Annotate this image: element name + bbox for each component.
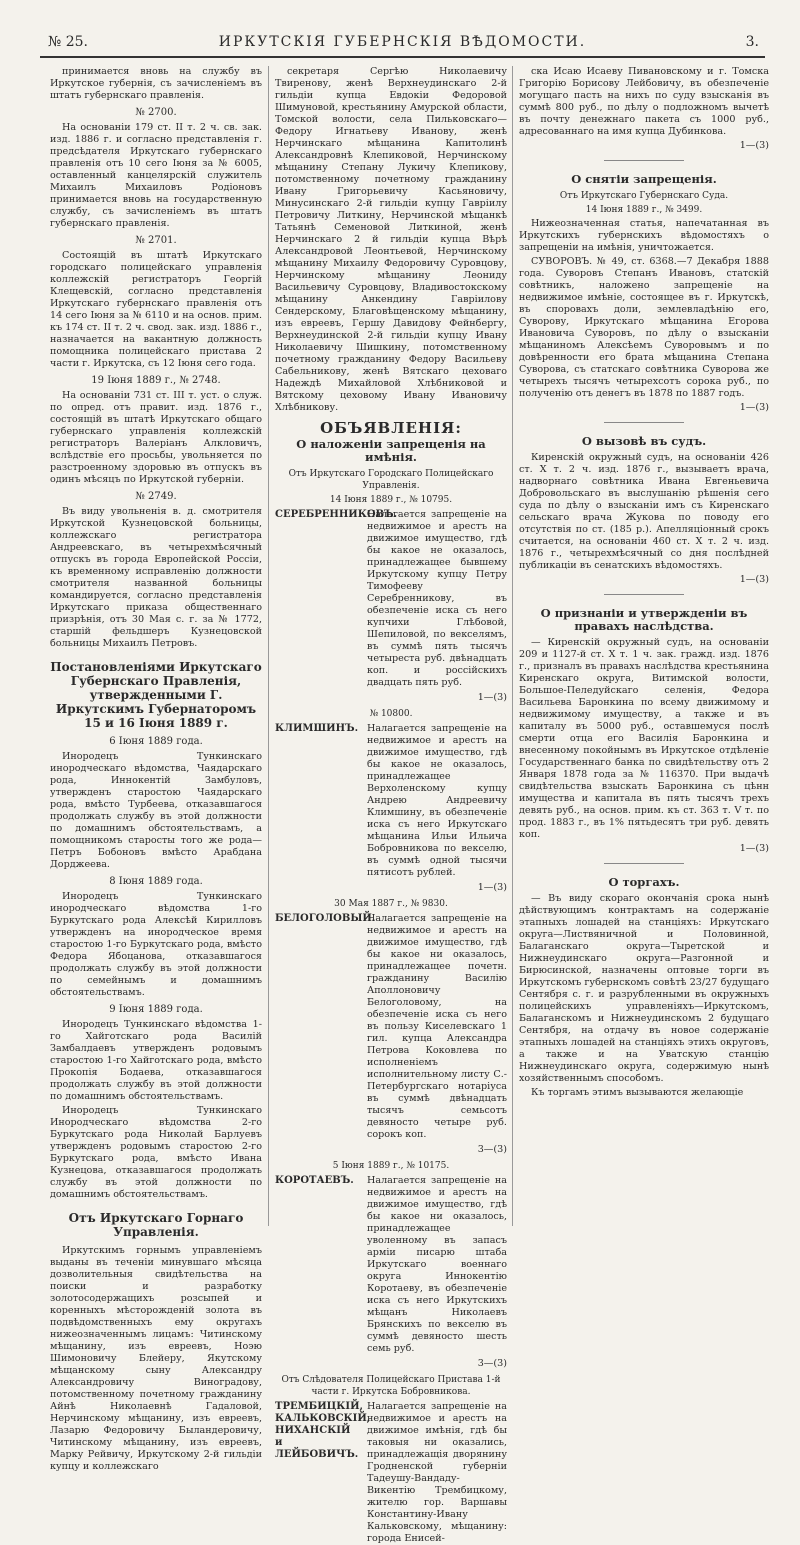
paragraph: Въ виду увольненія в. д. смотрителя Иркутской Кузнецовской больницы, коллежскаго регистратора Андреевскаго, въ четырехмѣсячный отпускъ въ города Европейской Россіи, къ временному исправленію должности смотрителя названной больницы командируется, согласно представленія Иркутскаго приказа общественнаго призрѣнія, отъ 30 Мая с. г. за № 1772, старшій фельдшеръ Кузнецовской больницы Михаилъ Петровъ. (50, 506, 262, 649)
paragraph: Къ торгамъ этимъ вызываются желающіе (531, 1087, 744, 1098)
paragraph: На основаніи 179 ст. II т. 2 ч. св. зак. изд. 1886 г. и согласно представленія г. предсѣдателя Иркутскаго губернскаго правленія отъ 10 сего Іюня за № 6005, оставленный канцелярскій служитель Михаилъ Михаиловъ Родіоновъ принимается вновь на государственную службу, съ зачисленіемъ въ штатъ губернскаго правленія. (50, 122, 262, 229)
paragraph: ска Исаю Исаеву Пивановскому и г. Томска Григорію Борисову Лейбовичу, въ обезпеченіе могущаго пасть на нихъ по суду взысканія въ суммѣ 800 руб., по дѣлу о подложномъ вычетѣ въ почту денежнаго пакета съ 1000 руб., адресованнаго на имя купца Дубинкова. (519, 66, 769, 137)
issuer: Отъ Слѣдователя Полицейскаго Пристава 1-й части г. Иркутска Бобровникова. (281, 1375, 501, 1397)
issuer: Отъ Иркутскаго Губернскаго Суда. (559, 191, 729, 201)
entry-text: Налагается запрещеніе на недвижимое и арестъ на движимое имущество, гдѣ бы какое ни оказалось, принадлежащее почетн. гражданину Василію Аполлоновичу Белоголовому, на обезпеченіе иска съ него въ пользу Киселевскаго 1 гил. купца Александра Петрова Коковлева по исполненіемъ исполнительному листу С.-Петербургскаго нотаріуса въ суммѣ двѣнадцать тысячъ семьсотъ девяносто четыре руб. сорокъ коп. (367, 913, 507, 1140)
newspaper-title: ИРКУТСКІЯ ГУБЕРНСКІЯ ВѢДОМОСТИ. (218, 34, 587, 50)
order-number: № 2749. (135, 491, 177, 502)
announcement-entry (275, 723, 507, 879)
paragraph: Инородецъ Тункинскаго Инородческаго вѣдомства 2-го Буркутскаго рода Николай Барлуевъ утвержденъ родовымъ старостою 2-го Буркутскаго рода, вмѣсто Ивана Кузнецова, отказавшагося продолжать службу въ этой должности по домашнимъ обстоятельствамъ. (50, 1105, 262, 1200)
section-heading: Отъ Иркутскаго Горнаго Управленія. (68, 1211, 244, 1239)
issue-number: № 25. (48, 34, 88, 50)
divider (604, 863, 684, 864)
paragraph: Инородецъ Тункинскаго вѣдомства 1-го Хайготскаго рода Василій Замбалдаевъ утвержденъ родовымъ старостою 1-го Хайготскаго рода, вмѣсто Прокопія Бодаева, отказавшагося продолжать службу въ этой должности по домашнимъ обстоятельствамъ. (50, 1019, 262, 1102)
paragraph: — Въ виду скораго окончанія срока нынѣ дѣйствующимъ контрактамъ на содержаніе этапныхъ лошадей на станціяхъ: Иркутскаго округа—Листвяничной и Половинной, Балаганскаго округа—Тыретской и Нижнеудинскаго округа—Разгонной и Бирюсинской, назначены оптовые торги въ Иркутскомъ губернскомъ совѣтѣ 23/27 будущаго Сентября с. г. и разрубленными въ окружныхъ полицейскихъ управленіяхъ—Иркутскомъ, Балаганскомъ и Нижнеудинскомъ 2 будущаго Сентября, на отдачу въ новое содержаніе этапныхъ лошадей на станціяхъ этихъ округовъ, а также и на Уватскую станцію Нижнеудинскаго округа, содержимую нынѣ хозяйственнымъ способомъ. (519, 893, 769, 1084)
publication-mark: 1—(3) (477, 882, 507, 893)
entry-name: КОРОТАЕВЪ. (275, 1175, 354, 1186)
paragraph: секретаря Сергѣю Николаевичу Твиренову, женѣ Верхнеудинскаго 2-й гильдіи купца Евдокіи Федоровой Шимуновой, крестьянину Амурской области, Томской волости, села Пильковскаго—Федору Игнатьеву Иванову, женѣ Нерчинскаго мѣщанина Капитолинѣ Александровнѣ Клепиковой, Нерчинскому мѣщанину Степану Лукичу Клепикову, потомственному почетному гражданину Ивану Григорьевичу Касьяновичу, Минусинскаго 2-й гильдіи купцу Гавріилу Петровичу Литкину, Нерчинской мѣщанкѣ Татьянѣ Семеновой Литкиной, женѣ Нерчинскаго 2 й гильдіи купца Вѣрѣ Александровой Леонтьевой, Нерчинскому мѣщанину Михаилу Федоровичу Суровцову, Нерчинскому мѣщанину Леониду Васильевичу Суровцову, Владивостокскому мѣщанину Анкендину Гавріилову Сендерскому, Благовѣщенскому мѣщанину, изъ евреевъ, Гершу Давидову Фейнбергу, Верхнеудинской 2-й гильдіи купцу Ивану Николаевичу Шишкину, потомственному почетному гражданину Федору Васильеву Сабельникову, женѣ Вятскаго цеховаго Надеждѣ Михайловой Хлѣбниковой и Вятскому цеховому Ивану Ивановичу Хлѣбникову. (275, 66, 507, 413)
paragraph: Инородецъ Тункинскаго инородческаго вѣдомства, Чаядарскаго рода, Иннокентій Замбуловъ, утвержденъ старостою Чаядарскаго рода, вмѣсто Турбеева, отказавшагося продолжать службу въ этой должности по домашнимъ обстоятельствамъ, а помощникомъ старосты того же рода—Петръ Бобоновъ вмѣсто Арабдана Дорджеева. (50, 751, 262, 870)
order-date: 8 Іюня 1889 года. (109, 876, 203, 887)
paragraph: Иркутскимъ горнымъ управленіемъ выданы въ теченіи минувшаго мѣсяца дозволительныя свидѣтельства на поиски и разработку золотосодержащихъ розсыпей и коренныхъ мѣсторожденій золота въ подвѣдомственныхъ ему округахъ нижеозначеннымъ лицамъ: Читинскому мѣщанину, изъ евреевъ, Ноэю Шимоновичу Блейеру, Якутскому мѣщанскому сыну Александру Александровичу Виноградову, потомственному почетному гражданину Айнѣ Николаевнѣ Гадаловой, Нерчинскому мѣщанину, изъ евреевъ, Лазарю Федоровичу Быландеровичу, Читинскому мѣщанину, изъ евреевъ, Марку Рейвичу, Иркутскому 2-й гильдіи купцу и коллежскаго (50, 1245, 262, 1472)
section-heading: О торгахъ. (608, 875, 680, 889)
order-date: 14 Іюня 1889 г., № 3499. (585, 205, 703, 215)
publication-mark: 1—(3) (477, 692, 507, 703)
column-1 (50, 66, 262, 1472)
paragraph: принимается вновь на службу въ Иркутское губернiя, съ зачисленіемъ въ штатъ губернскаго правленія. (50, 66, 262, 101)
publication-mark: 1—(3) (739, 140, 769, 151)
order-number: № 2701. (135, 235, 177, 246)
entry-name: БЕЛОГОЛОВЫЙ. (275, 913, 376, 924)
paragraph: Состоящій въ штатѣ Иркутскаго городскаго полицейскаго управленія коллежскій регистраторъ Георгій Клещевскій, согласно представленія Иркутскаго губернскаго правленія отъ 14 сего Іюня за № 6110 и на основ. прим. къ 174 ст. II т. 2 ч. свод. зак. изд. 1886 г., назначается на вакантную должность помощника полицейскаго пристава 2 части г. Иркутска, съ 12 Іюня сего года. (50, 250, 262, 369)
order-date: 6 Іюня 1889 года. (109, 736, 203, 747)
publication-mark: 3—(3) (477, 1144, 507, 1155)
section-heading: О вызовѣ въ судъ. (581, 434, 707, 448)
entry-text: Налагается запрещеніе на недвижимое и арестъ на движимое имущество, гдѣ бы какое не оказалось, принадлежащее бывшему Иркутскому купцу Петру Тимофееву Серебренникову, въ обезпеченіе иска съ него купчихи Глѣбовой, Шепиловой, по векселямъ, въ суммѣ пять тысячъ четыреста руб. двѣнадцать коп. и россійскихъ двадцать пять руб. (367, 509, 507, 688)
announcement-entry (275, 1175, 507, 1355)
section-heading: Постановленіями Иркутскаго Губернскаго Правленія, утвержденными Г. Иркутскимъ Губернаторомъ 15 и 16 Іюня 1889 г. (50, 660, 262, 730)
order-number: № 2700. (135, 107, 177, 118)
divider (604, 594, 684, 595)
order-date: 19 Іюня 1889 г., № 2748. (91, 375, 221, 386)
publication-mark: 1—(3) (739, 574, 769, 585)
order-date: 30 Мая 1887 г., № 9830. (334, 899, 448, 909)
section-heading: О признаніи и утвержденіи въ правахъ наслѣдства. (540, 606, 748, 633)
announcement-entry (275, 1401, 507, 1545)
entry-text: Налагается запрещеніе на недвижимое и арестъ на движимое имущество, гдѣ бы какое не оказалось, принадлежащее Верхоленскому купцу Андрею Андреевичу Климшину, въ обезпеченіе иска съ него Иркутскаго мѣщанина Ильи Ильича Бобровникова по векселю, въ суммѣ одной тысячи пятисотъ рублей. (367, 723, 507, 878)
publication-mark: 3—(3) (477, 1358, 507, 1369)
page-number: 3. (745, 34, 759, 50)
order-date: 14 Іюня 1889 г., № 10795. (329, 495, 453, 505)
section-heading: О наложеніи запрещенія на имѣнія. (296, 437, 486, 464)
entry-name: СЕРЕБРЕННИКОВЪ. (275, 509, 398, 520)
entry-text: Налагается запрещеніе на недвижимое и арестъ на движимое имѣнія, гдѣ бы таковыя ни оказались, принадлежащія дворянину Гродненской губерніи Тадеушу-Вандаду-Викентію Трембицкому, жителю гор. Варшавы Константину-Ивану Кальковскому, мѣщанину: города Енисей- (367, 1401, 507, 1544)
paragraph: На основаніи 731 ст. III т. уст. о служ. по опред. отъ правит. изд. 1876 г., состоящій въ штатѣ Иркутскаго общаго губернскаго управленія коллежскій регистраторъ Валеріанъ Алкловичъ, вслѣдствіе его просьбы, увольняется по разстроенному здоровью въ отпускъ въ одинъ мѣсяцъ по Иркутской губерніи. (50, 390, 262, 485)
divider (604, 160, 684, 161)
publication-mark: 1—(3) (739, 843, 769, 854)
paragraph: Инородецъ Тункинскаго инородческаго вѣдомства 1-го Буркутскаго рода Алексѣй Кирилловъ утвержденъ на инородческое время старостою 1-го Буркутскаго рода, вмѣсто Федора Ябоцанова, отказавшагося продолжать службу въ этой должности по семейнымъ и домашнимъ обстоятельствамъ. (50, 891, 262, 998)
paragraph: Нижеозначенная статья, напечатанная въ Иркутскихъ губернскихъ вѣдомостяхъ о запрещеніи на имѣнія, уничтожается. (519, 218, 769, 253)
entry-name: КЛИМШИНЪ. (275, 723, 359, 734)
column-3 (512, 66, 769, 1226)
order-date: 9 Іюня 1889 года. (109, 1004, 203, 1015)
announcement-entry (275, 913, 507, 1141)
section-heading: О снятіи запрещенія. (571, 172, 717, 186)
paragraph: Киренскій окружный судъ, на основаніи 426 ст. X т. 2 ч. изд. 1876 г., вызываетъ врача, надворнаго совѣтника Ивана Евгеньевича Добровольскаго въ выслушанію рѣшенія сего суда по дѣлу о взысканіи имъ съ Киренскаго сельскаго врача Жукова по поводу его отсутствія по ст. (185 р.). Апелляціонный срокъ считается, на основаніи 460 ст. X т. 2 ч. изд. 1876 г., четырехмѣсячный со дня послѣдней публикаціи въ сенатскихъ вѣдомостяхъ. (519, 452, 769, 571)
divider (604, 422, 684, 423)
announcement-entry (275, 509, 507, 689)
paragraph: СУВОРОВЪ. № 49, ст. 6368.—7 Декабря 1888 года. Суворовъ Степанъ Ивановъ, статскій совѣтникъ, наложено запрещеніе на недвижимое имѣніе, состоящее въ г. Иркутскѣ, въ споровахъ доли, землевладѣнію его, Суворову, Иркутскаго мѣщанина Егорова Ивановича Суворовъ, по дѣлу о взысканіи мѣщаниномъ Алексѣемъ Суворовымъ и по довѣренности его брата мѣщанина Степана Суворова, съ статскаго совѣтника Суворова же четырехъ тысячъ четырехсотъ сорока руб., по полученію отъ денегъ въ 1878 по 1887 годъ. (519, 256, 769, 399)
order-date: 5 Іюня 1889 г., № 10175. (332, 1161, 450, 1171)
entry-name: ТРЕМБИЦКІЙ, КАЛЬКОВСКІЙ, НИХАНСКІЙ и ЛЕЙБОВИЧЪ. (275, 1401, 371, 1460)
entry-text: Налагается запрещеніе на недвижимое и арестъ на движимое имущество, гдѣ бы какое ни оказалось, принадлежащее уволенному въ запасъ арміи писарю штаба Иркутскаго военнаго округа Иннокентію Коротаеву, въ обезпеченіе иска съ него Иркутскихъ мѣщанъ Николаевъ Брянскихъ по векселю въ суммѣ девяносто шесть семь руб. (367, 1175, 507, 1354)
announcements-title: ОБЪЯВЛЕНІЯ: (320, 419, 462, 437)
issuer: Отъ Иркутскаго Городскаго Полицейскаго Управленія. (288, 469, 494, 491)
page-header (40, 30, 765, 58)
paragraph: — Киренскій окружный судъ, на основаніи 209 и 1127-й ст. X т. 1 ч. зак. гражд. изд. 1876 г., призналъ въ правахъ наслѣдства крестьянина Киренскаго округа, Витимской волости, Большое-Пеледуйскаго селенія, Федора Васильева Баронкина по всему движимому и недвижимому имуществу, а также и въ капиталу въ 5000 руб., оставшемуся послѣ смерти отца его Василія Баронкина и внесенному покойнымъ въ Иркутское отдѣленіе Государственнаго банка по свидѣтельству отъ 2 Января 1878 года за № 116370. При выдачѣ свидѣтельства взыскать Баронкина съ цѣнн имущества и капитала въ пять тысячъ трехъ девять руб., на основ. прим. къ ст. 363 т. V т. по прод. 1883 г., въ 1% пятьдесятъ три руб. девять коп. (519, 637, 769, 840)
publication-mark: 1—(3) (739, 402, 769, 413)
column-2 (268, 66, 507, 1544)
order-number: № 10800. (369, 709, 413, 719)
